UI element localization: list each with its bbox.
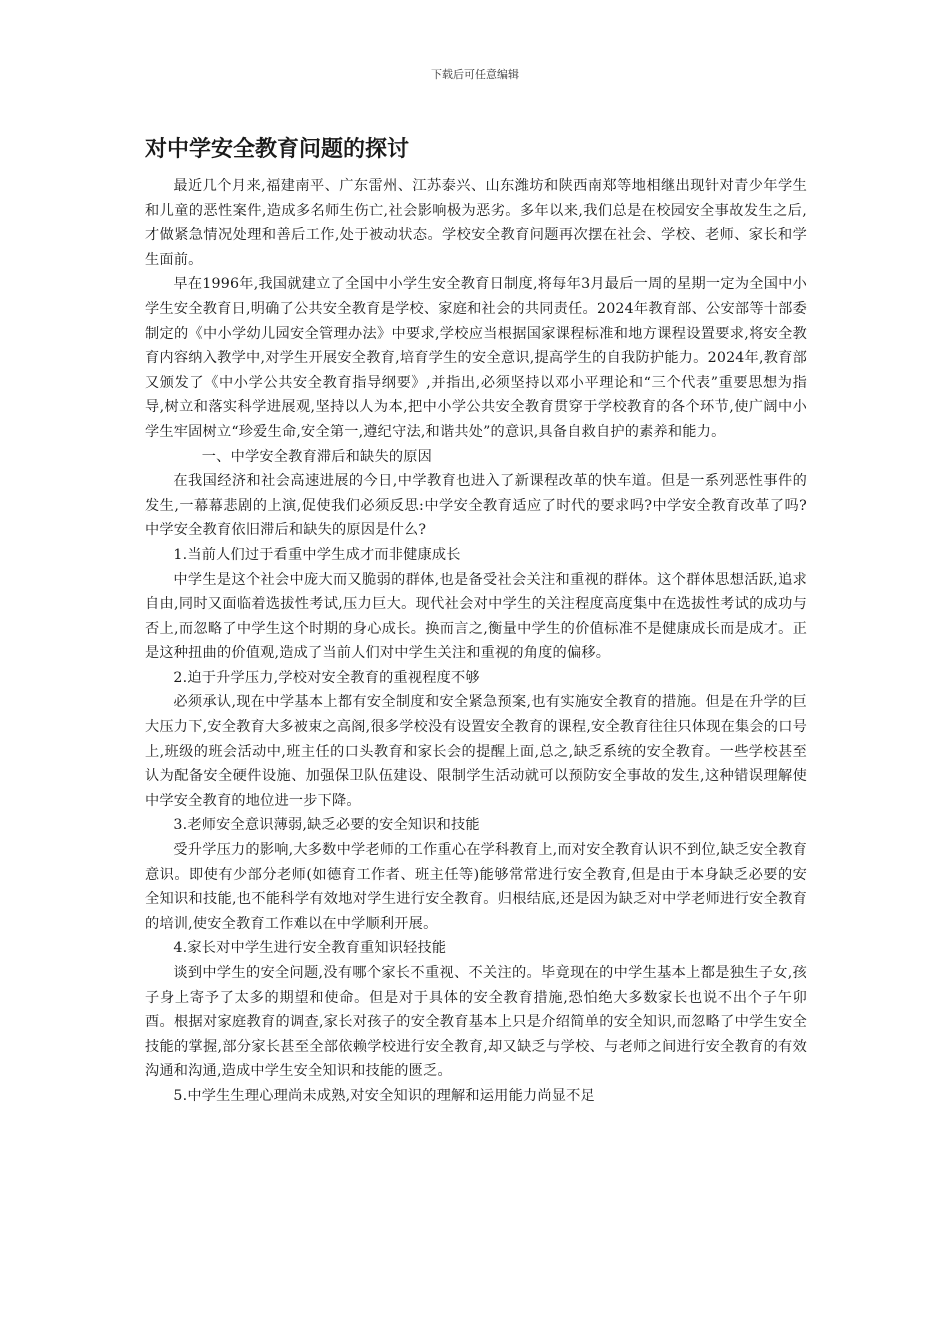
document-body (145, 134, 807, 1109)
section-heading-1: 一、中学安全教育滞后和缺失的原因 (201, 448, 432, 465)
paragraph-intro-1: 最近几个月来,福建南平、广东雷州、江苏泰兴、山东潍坊和陕西南郑等地相继出现针对青少年学生和儿童的恶性案件,造成多名师生伤亡,社会影响极为恶劣。多年以来,我们总是在校园安全事故发生之后,才做紧急情况处理和善后工作,处于被动状态。学校安全教育问题再次摆在社会、学校、老师、家长和学生面前。 (145, 178, 807, 268)
subheading-4: 4.家长对中学生进行安全教育重知识轻技能 (173, 940, 447, 957)
paragraph-intro-2: 早在1996年,我国就建立了全国中小学生安全教育日制度,将每年3月最后一周的星期一定为全国中小学生安全教育日,明确了公共安全教育是学校、家庭和社会的共同责任。2024年教育部、公安部等十部委制定的《中小学幼儿园安全管理办法》中要求,学校应当根据国家课程标准和地方课程设置要求,将安全教育内容纳入教学中,对学生开展安全教育,培育学生的安全意识,提高学生的自我防护能力。2024年,教育部又颁发了《中小学公共安全教育指导纲要》,并指出,必须坚持以邓小平理论和“三个代表”重要思想为指导,树立和落实科学进展观,坚持以人为本,把中小学公共安全教育贯穿于学校教育的各个环节,使广阔中小学生牢固树立“珍爱生命,安全第一,遵纪守法,和谐共处”的意识,具备自救自护的素养和能力。 (145, 276, 807, 440)
paragraph-subsection-1: 中学生是这个社会中庞大而又脆弱的群体,也是备受社会关注和重视的群体。这个群体思想活跃,追求自由,同时又面临着选拔性考试,压力巨大。现代社会对中学生的关注程度高度集中在选拔性考试的成功与否上,而忽略了中学生这个时期的身心成长。换而言之,衡量中学生的价值标准不是健康成长而是成才。正是这种扭曲的价值观,造成了当前人们对中学生关注和重视的角度的偏移。 (145, 571, 807, 662)
paragraph-section-1-intro: 在我国经济和社会高速进展的今日,中学教育也进入了新课程改革的快车道。但是一系列恶性事件的发生,一幕幕悲剧的上演,促使我们必须反思:中学安全教育适应了时代的要求吗?中学安全教育改革了吗?中学安全教育依旧滞后和缺失的原因是什么? (145, 473, 807, 539)
subheading-2: 2.迫于升学压力,学校对安全教育的重视程度不够 (173, 669, 480, 686)
page-header: 下载后可任意编辑 (431, 68, 519, 81)
paragraph-subsection-3: 受升学压力的影响,大多数中学老师的工作重心在学科教育上,而对安全教育认识不到位,缺乏安全教育意识。即使有少部分老师(如德育工作者、班主任等)能够常常进行安全教育,但是由于本身缺乏必要的安全知识和技能,也不能科学有效地对学生进行安全教育。归根结底,还是因为缺乏对中学老师进行安全教育的培训,使安全教育工作难以在中学顺利开展。 (145, 842, 807, 932)
subheading-5: 5.中学生生理心理尚未成熟,对安全知识的理解和运用能力尚显不足 (173, 1087, 595, 1104)
paragraph-subsection-2: 必须承认,现在中学基本上都有安全制度和安全紧急预案,也有实施安全教育的措施。但是在升学的巨大压力下,安全教育大多被束之高阁,很多学校没有设置安全教育的课程,安全教育往往只体现在集会的口号上,班级的班会活动中,班主任的口头教育和家长会的提醒上面,总之,缺乏系统的安全教育。一些学校甚至认为配备安全硬件设施、加强保卫队伍建设、限制学生活动就可以预防安全事故的发生,这种错误理解使中学安全教育的地位进一步下降。 (145, 694, 807, 809)
subheading-1: 1.当前人们过于看重中学生成才而非健康成长 (173, 546, 461, 563)
paragraph-subsection-4: 谈到中学生的安全问题,没有哪个家长不重视、不关注的。毕竟现在的中学生基本上都是独生子女,孩子身上寄予了太多的期望和使命。但是对于具体的安全教育措施,恐怕绝大多数家长也说不出个子午卯酉。根据对家庭教育的调查,家长对孩子的安全教育基本上只是介绍简单的安全知识,而忽略了中学生安全技能的掌握,部分家长甚至全部依赖学校进行安全教育,却又缺乏与学校、与老师之间进行安全教育的有效沟通和沟通,造成中学生安全知识和技能的匮乏。 (145, 965, 807, 1080)
document-title: 对中学安全教育问题的探讨 (145, 137, 410, 162)
subheading-3: 3.老师安全意识薄弱,缺乏必要的安全知识和技能 (173, 817, 480, 834)
